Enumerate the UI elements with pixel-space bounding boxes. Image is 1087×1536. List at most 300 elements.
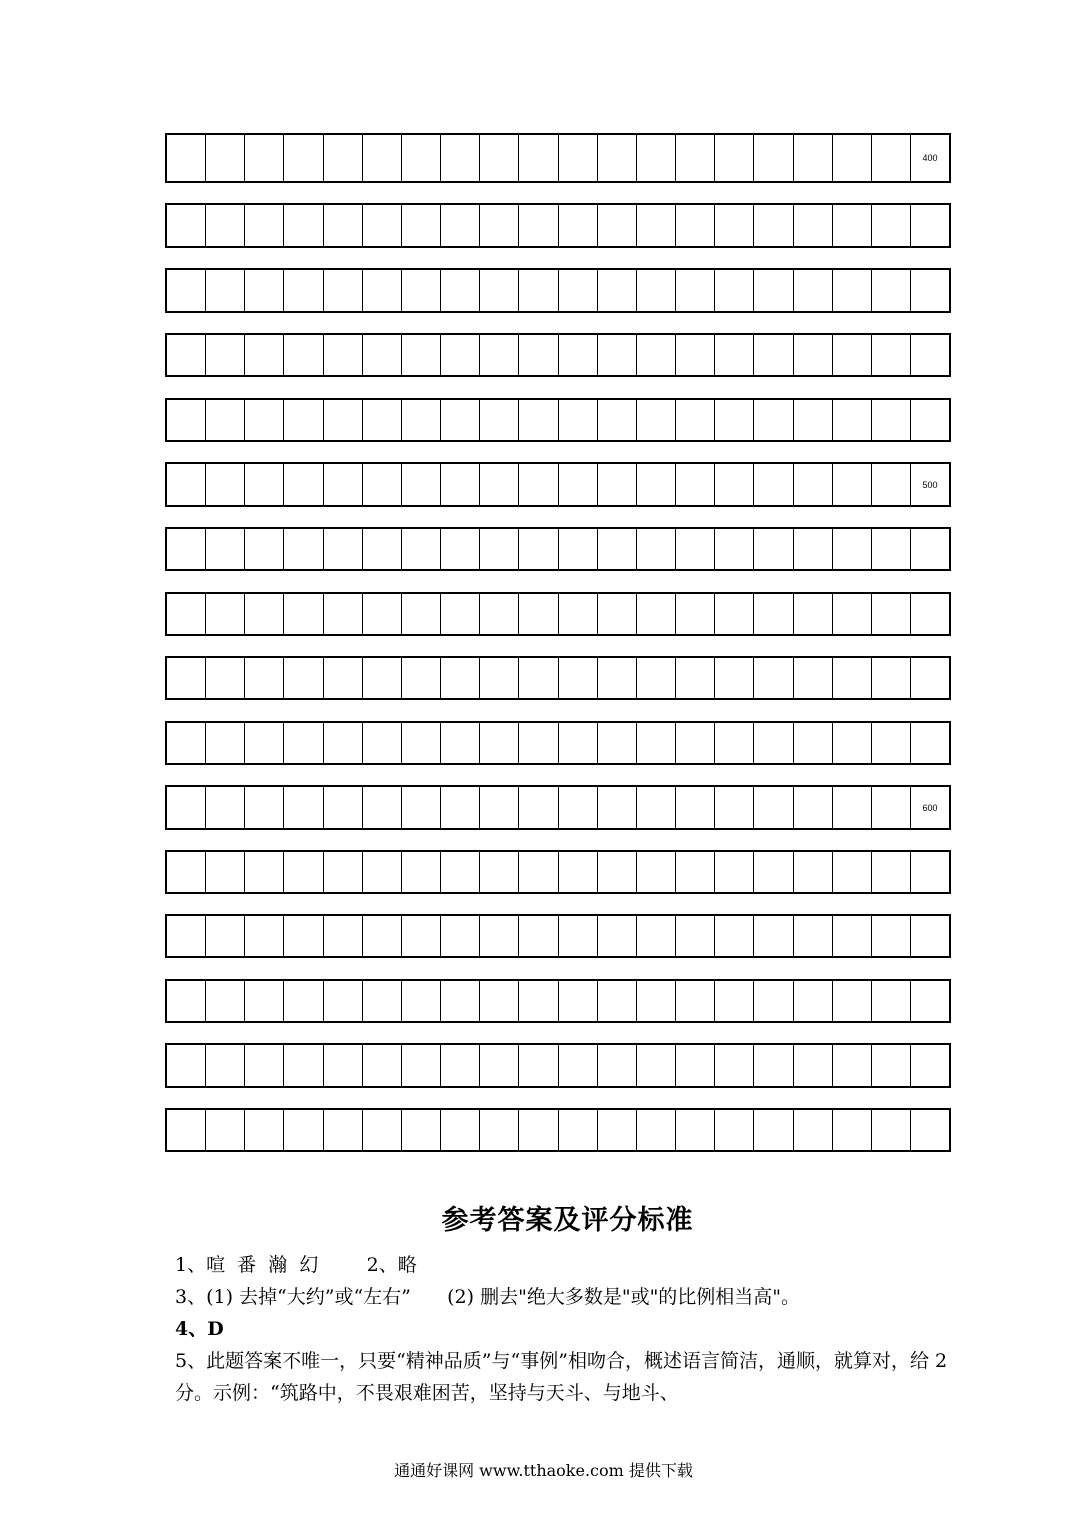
grid-cell [206, 1110, 245, 1150]
grid-cell [519, 335, 558, 375]
grid-cell [167, 464, 206, 505]
grid-cell [872, 916, 911, 956]
grid-row [165, 268, 951, 313]
grid-cell [598, 1045, 637, 1086]
grid-cell [872, 594, 911, 634]
grid-row [165, 914, 951, 958]
grid-cell [402, 464, 441, 505]
grid-cell [324, 594, 363, 634]
answer-line-3: 3、(1) 去掉“大约”或“左右” (2) 删去"绝大多数是"或"的比例相当高"。 [175, 1286, 801, 1308]
grid-cell [245, 400, 284, 440]
grid-cell [324, 135, 363, 181]
grid-cell [676, 335, 715, 375]
grid-cell [284, 400, 323, 440]
grid-cell [206, 787, 245, 828]
grid-cell [676, 205, 715, 246]
grid-row [165, 1043, 951, 1088]
grid-cell [480, 658, 519, 698]
grid-row [165, 979, 951, 1023]
grid-cell [911, 1045, 949, 1086]
grid-cell [167, 205, 206, 246]
grid-cell [715, 270, 754, 311]
grid-cell [402, 787, 441, 828]
grid-cell [167, 270, 206, 311]
grid-cell [676, 981, 715, 1021]
grid-cell [911, 981, 949, 1021]
grid-cell [441, 1045, 480, 1086]
grid-cell [833, 529, 872, 569]
grid-cell [676, 723, 715, 763]
grid-row [165, 656, 951, 700]
grid-cell [324, 981, 363, 1021]
grid-cell [559, 529, 598, 569]
grid-cell [559, 270, 598, 311]
grid-cell [402, 205, 441, 246]
grid-cell [676, 658, 715, 698]
grid-cell [519, 1110, 558, 1150]
grid-cell [794, 852, 833, 892]
grid-cell [754, 464, 793, 505]
grid-cell [637, 1045, 676, 1086]
grid-cell [363, 400, 402, 440]
grid-cell [911, 135, 949, 181]
grid-cell [911, 335, 949, 375]
grid-cell [167, 723, 206, 763]
grid-cell [715, 400, 754, 440]
grid-cell [363, 852, 402, 892]
grid-cell [715, 658, 754, 698]
grid-cell [480, 723, 519, 763]
grid-cell [245, 1110, 284, 1150]
grid-cell [598, 852, 637, 892]
grid-cell [519, 723, 558, 763]
grid-cell [206, 400, 245, 440]
grid-cell [441, 594, 480, 634]
grid-cell [637, 464, 676, 505]
grid-cell [911, 1110, 949, 1150]
grid-row [165, 850, 951, 894]
grid-cell [559, 400, 598, 440]
grid-cell [559, 1110, 598, 1150]
grid-cell [872, 981, 911, 1021]
grid-cell [480, 205, 519, 246]
grid-cell [754, 723, 793, 763]
grid-cell [715, 981, 754, 1021]
grid-cell [206, 464, 245, 505]
grid-cell [480, 852, 519, 892]
answer-line-4: 4、D [175, 1318, 224, 1340]
grid-cell [284, 1045, 323, 1086]
grid-cell [715, 787, 754, 828]
grid-row [165, 721, 951, 765]
grid-cell [284, 205, 323, 246]
grid-cell [480, 529, 519, 569]
grid-cell [598, 658, 637, 698]
grid-cell [480, 335, 519, 375]
grid-cell [402, 981, 441, 1021]
grid-cell [676, 787, 715, 828]
grid-cell [559, 1045, 598, 1086]
grid-cell [833, 335, 872, 375]
grid-cell [167, 594, 206, 634]
grid-cell [363, 135, 402, 181]
grid-cell [872, 135, 911, 181]
grid-cell [167, 916, 206, 956]
word-count-marker: 600 [922, 802, 938, 813]
grid-cell [794, 1045, 833, 1086]
grid-cell [206, 852, 245, 892]
grid-cell [245, 787, 284, 828]
word-count-marker: 500 [922, 479, 938, 490]
grid-cell [794, 594, 833, 634]
grid-cell [402, 658, 441, 698]
grid-cell [480, 1045, 519, 1086]
grid-row [165, 333, 951, 377]
grid-cell [598, 464, 637, 505]
grid-cell [363, 594, 402, 634]
grid-cell [715, 1110, 754, 1150]
grid-cell [754, 270, 793, 311]
grid-cell [559, 658, 598, 698]
grid-cell [245, 270, 284, 311]
grid-cell [676, 916, 715, 956]
grid-cell [441, 658, 480, 698]
grid-cell [637, 852, 676, 892]
grid-cell [245, 335, 284, 375]
grid-cell [833, 916, 872, 956]
grid-cell [911, 916, 949, 956]
grid-cell [833, 270, 872, 311]
grid-row [165, 592, 951, 636]
grid-cell [480, 981, 519, 1021]
grid-cell [206, 1045, 245, 1086]
grid-cell [637, 981, 676, 1021]
grid-cell [284, 981, 323, 1021]
grid-cell [676, 1045, 715, 1086]
grid-cell [245, 1045, 284, 1086]
grid-row [165, 133, 951, 183]
grid-cell [911, 723, 949, 763]
grid-cell [559, 335, 598, 375]
grid-cell [519, 1045, 558, 1086]
grid-cell [441, 335, 480, 375]
grid-cell [911, 529, 949, 569]
grid-cell [598, 400, 637, 440]
grid-cell [167, 400, 206, 440]
grid-cell [598, 981, 637, 1021]
grid-cell [363, 529, 402, 569]
grid-cell [245, 205, 284, 246]
grid-cell [872, 852, 911, 892]
grid-cell [794, 400, 833, 440]
grid-cell [402, 852, 441, 892]
grid-cell [245, 529, 284, 569]
grid-cell [284, 529, 323, 569]
grid-cell [324, 205, 363, 246]
grid-cell [167, 658, 206, 698]
grid-cell [206, 335, 245, 375]
grid-cell [715, 135, 754, 181]
grid-cell [794, 270, 833, 311]
grid-cell [284, 270, 323, 311]
grid-cell [794, 1110, 833, 1150]
grid-cell [794, 658, 833, 698]
grid-cell [754, 1045, 793, 1086]
grid-cell [402, 1045, 441, 1086]
grid-cell [324, 529, 363, 569]
page-footer: 通通好课网 www.tthaoke.com 提供下载 [394, 1461, 693, 1480]
grid-cell [167, 1045, 206, 1086]
grid-cell [480, 400, 519, 440]
answer-section [175, 1198, 950, 1409]
grid-cell [245, 135, 284, 181]
grid-cell [441, 135, 480, 181]
grid-cell [519, 981, 558, 1021]
grid-cell [245, 852, 284, 892]
grid-cell [754, 787, 793, 828]
grid-cell [441, 529, 480, 569]
grid-cell [754, 335, 793, 375]
grid-cell [794, 205, 833, 246]
grid-cell [284, 658, 323, 698]
grid-cell [206, 205, 245, 246]
grid-cell [519, 529, 558, 569]
grid-cell [911, 464, 949, 505]
grid-cell [206, 529, 245, 569]
grid-cell [480, 135, 519, 181]
grid-cell [833, 658, 872, 698]
grid-cell [598, 529, 637, 569]
answer-line-5: 5、此题答案不唯一，只要“精神品质”与“事例”相吻合，概述语言简洁，通顺，就算对，给 2 分。示例：“筑路中，不畏艰难困苦，坚持与天斗、与地斗、 [175, 1350, 948, 1404]
grid-cell [833, 981, 872, 1021]
grid-cell [911, 594, 949, 634]
grid-cell [872, 270, 911, 311]
grid-cell [676, 270, 715, 311]
grid-cell [637, 916, 676, 956]
grid-cell [284, 916, 323, 956]
grid-cell [441, 787, 480, 828]
grid-cell [872, 335, 911, 375]
grid-row [165, 398, 951, 442]
grid-cell [441, 723, 480, 763]
grid-cell [715, 1045, 754, 1086]
grid-cell [637, 400, 676, 440]
grid-cell [480, 787, 519, 828]
grid-cell [206, 135, 245, 181]
grid-cell [637, 658, 676, 698]
grid-cell [715, 852, 754, 892]
grid-cell [402, 270, 441, 311]
grid-cell [284, 335, 323, 375]
grid-cell [519, 787, 558, 828]
grid-cell [559, 916, 598, 956]
grid-cell [637, 1110, 676, 1150]
grid-cell [598, 205, 637, 246]
grid-cell [402, 400, 441, 440]
grid-cell [794, 981, 833, 1021]
grid-cell [872, 1045, 911, 1086]
grid-cell [206, 658, 245, 698]
grid-cell [441, 205, 480, 246]
grid-cell [441, 916, 480, 956]
grid-cell [637, 335, 676, 375]
grid-cell [559, 464, 598, 505]
grid-cell [284, 464, 323, 505]
grid-cell [441, 270, 480, 311]
grid-cell [559, 135, 598, 181]
grid-cell [167, 787, 206, 828]
grid-cell [872, 464, 911, 505]
grid-cell [167, 852, 206, 892]
grid-cell [676, 464, 715, 505]
grid-cell [245, 594, 284, 634]
grid-cell [519, 464, 558, 505]
grid-cell [637, 135, 676, 181]
grid-cell [911, 205, 949, 246]
grid-cell [637, 723, 676, 763]
grid-cell [284, 852, 323, 892]
grid-cell [324, 270, 363, 311]
grid-cell [833, 1110, 872, 1150]
grid-cell [833, 787, 872, 828]
grid-cell [245, 723, 284, 763]
grid-cell [363, 335, 402, 375]
grid-cell [676, 529, 715, 569]
grid-cell [676, 135, 715, 181]
grid-cell [363, 464, 402, 505]
grid-cell [559, 981, 598, 1021]
grid-cell [402, 723, 441, 763]
grid-cell [559, 787, 598, 828]
grid-cell [833, 852, 872, 892]
grid-cell [402, 1110, 441, 1150]
grid-cell [324, 335, 363, 375]
grid-cell [598, 916, 637, 956]
grid-cell [363, 205, 402, 246]
grid-cell [559, 594, 598, 634]
grid-cell [519, 205, 558, 246]
grid-cell [676, 594, 715, 634]
grid-cell [794, 787, 833, 828]
grid-cell [754, 205, 793, 246]
grid-cell [676, 1110, 715, 1150]
grid-cell [911, 400, 949, 440]
grid-cell [872, 400, 911, 440]
grid-cell [754, 916, 793, 956]
grid-cell [519, 270, 558, 311]
grid-cell [402, 135, 441, 181]
grid-cell [637, 787, 676, 828]
grid-cell [637, 529, 676, 569]
grid-cell [167, 335, 206, 375]
grid-cell [754, 658, 793, 698]
grid-cell [363, 1045, 402, 1086]
grid-cell [245, 916, 284, 956]
grid-cell [519, 658, 558, 698]
grid-cell [167, 981, 206, 1021]
grid-cell [324, 1045, 363, 1086]
grid-cell [480, 916, 519, 956]
grid-cell [754, 400, 793, 440]
grid-cell [754, 135, 793, 181]
grid-cell [363, 270, 402, 311]
grid-cell [872, 1110, 911, 1150]
grid-cell [794, 723, 833, 763]
grid-cell [480, 464, 519, 505]
grid-cell [637, 205, 676, 246]
grid-cell [363, 723, 402, 763]
grid-cell [559, 723, 598, 763]
grid-cell [206, 981, 245, 1021]
grid-cell [598, 723, 637, 763]
grid-cell [402, 594, 441, 634]
word-count-marker: 400 [922, 153, 938, 163]
grid-cell [167, 1110, 206, 1150]
grid-cell [794, 464, 833, 505]
grid-cell [715, 594, 754, 634]
grid-cell [559, 852, 598, 892]
grid-cell [911, 787, 949, 828]
grid-row [165, 462, 951, 507]
grid-cell [206, 916, 245, 956]
grid-cell [676, 400, 715, 440]
grid-cell [598, 135, 637, 181]
grid-cell [715, 916, 754, 956]
grid-cell [598, 335, 637, 375]
grid-cell [167, 135, 206, 181]
grid-cell [441, 400, 480, 440]
grid-cell [324, 787, 363, 828]
grid-cell [715, 464, 754, 505]
grid-cell [206, 270, 245, 311]
grid-cell [480, 594, 519, 634]
grid-cell [363, 1110, 402, 1150]
grid-cell [833, 464, 872, 505]
grid-cell [794, 135, 833, 181]
grid-cell [754, 1110, 793, 1150]
grid-cell [637, 270, 676, 311]
grid-cell [598, 270, 637, 311]
grid-cell [754, 594, 793, 634]
grid-cell [480, 1110, 519, 1150]
grid-cell [284, 787, 323, 828]
grid-cell [715, 335, 754, 375]
grid-cell [911, 658, 949, 698]
grid-cell [598, 594, 637, 634]
grid-cell [872, 723, 911, 763]
grid-cell [715, 723, 754, 763]
answer-title: 参考答案及评分标准 [441, 1205, 694, 1236]
grid-row [165, 527, 951, 571]
grid-cell [833, 135, 872, 181]
grid-cell [598, 787, 637, 828]
grid-cell [363, 981, 402, 1021]
grid-cell [872, 787, 911, 828]
grid-cell [167, 529, 206, 569]
grid-row [165, 1108, 951, 1152]
grid-cell [872, 205, 911, 246]
grid-cell [519, 852, 558, 892]
grid-cell [676, 852, 715, 892]
grid-cell [715, 205, 754, 246]
grid-cell [754, 852, 793, 892]
grid-cell [206, 594, 245, 634]
grid-cell [480, 270, 519, 311]
grid-row [165, 203, 951, 248]
grid-cell [911, 852, 949, 892]
grid-cell [402, 916, 441, 956]
grid-cell [754, 981, 793, 1021]
